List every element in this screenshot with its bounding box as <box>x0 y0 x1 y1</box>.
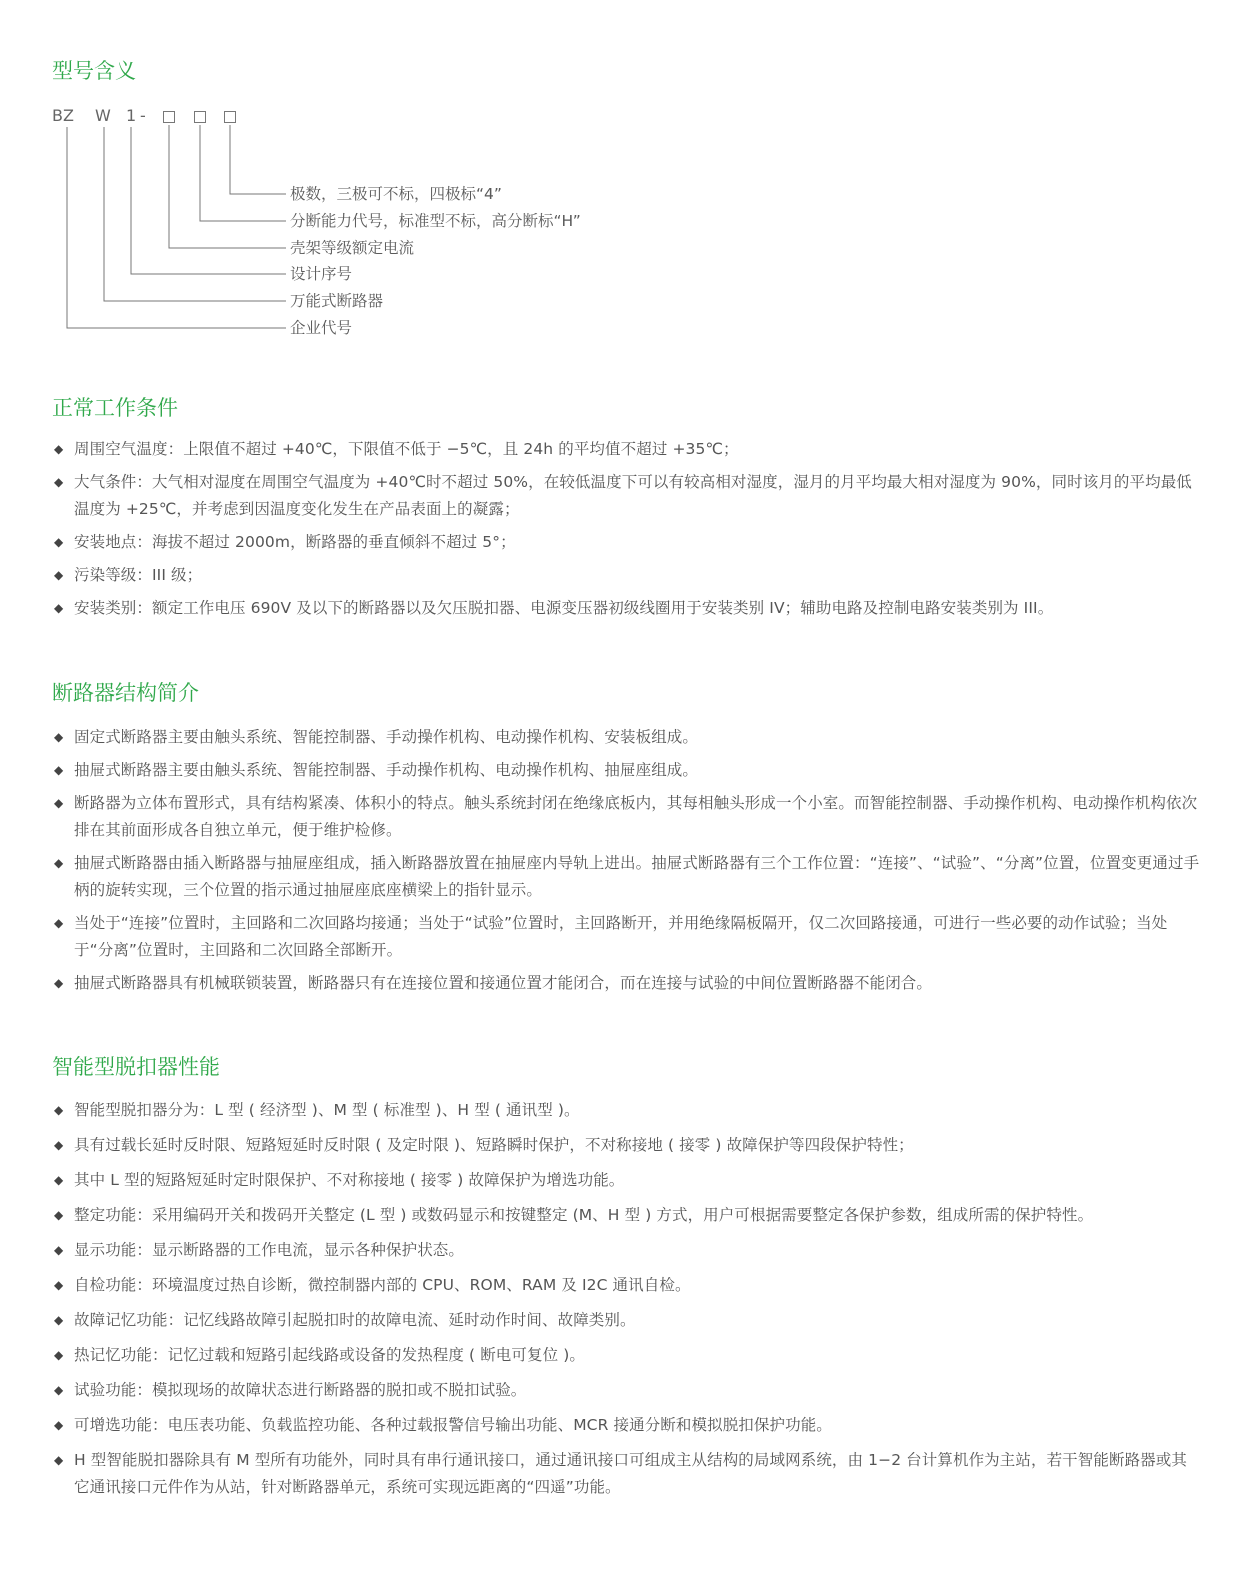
list-item: ◆ 固定式断路器主要由触头系统、智能控制器、手动操作机构、电动操作机构、安装板组成。 <box>54 728 699 746</box>
diamond-bullet-icon: ◆ <box>54 601 64 615</box>
list-item: ◆ 整定功能：采用编码开关和拨码开关整定 (L 型 ) 或数码显示和按键整定 (M、H 型 ) 方式，用户可根据需要整定各保护参数，组成所需的保护特性。 <box>54 1206 1094 1224</box>
connector-line-breaking <box>200 125 286 221</box>
diamond-bullet-icon: ◆ <box>54 763 64 777</box>
list-item: ◆ 其中 L 型的短路短延时定时限保护、不对称接地 ( 接零 ) 故障保护为增选功能。 <box>54 1171 625 1189</box>
trip-unit-list <box>52 1097 1202 1501</box>
connector-line-company <box>67 127 286 328</box>
diamond-bullet-icon: ◆ <box>54 535 64 549</box>
diamond-bullet-icon: ◆ <box>54 1243 64 1257</box>
list-item: ◆ 大气条件：大气相对湿度在周围空气温度为 +40℃时不超过 50%，在较低温度下可以有较高相对湿度，湿月的月平均最大相对湿度为 90%，同时该月的平均最低温度为 +25℃，并考虑到因温度变化发生在产品表面上的凝露； <box>54 473 1192 518</box>
list-item: ◆ 抽屉式断路器具有机械联锁装置，断路器只有在连接位置和接通位置才能闭合，而在连接与试验的中间位置断路器不能闭合。 <box>54 974 933 992</box>
list-item: ◆ 智能型脱扣器分为：L 型 ( 经济型 )、M 型 ( 标准型 )、H 型 ( 通讯型 )。 <box>54 1101 580 1119</box>
section-title-model-meaning: 型号含义 <box>52 59 136 83</box>
label-design-serial: 设计序号 <box>290 265 353 283</box>
diamond-bullet-icon: ◆ <box>54 730 64 744</box>
code-part-w: W <box>95 106 111 125</box>
list-item: ◆ H 型智能脱扣器除具有 M 型所有功能外，同时具有串行通讯接口，通过通讯接口可组成主从结构的局域网系统，由 1−2 台计算机作为主站，若干智能断路器或其它通讯接口元件作为从站，针对断路器单元，系统可实现远距离的“四遥”功能。 <box>54 1451 1187 1496</box>
connector-line-poles <box>230 125 286 194</box>
list-item: ◆ 试验功能：模拟现场的故障状态进行断路器的脱扣或不脱扣试验。 <box>54 1381 527 1399</box>
structure-list <box>52 724 1202 997</box>
code-part-1: 1 <box>126 106 137 125</box>
diamond-bullet-icon: ◆ <box>54 1313 64 1327</box>
section-title-trip-unit: 智能型脱扣器性能 <box>52 1055 220 1079</box>
list-item: ◆ 自检功能：环境温度过热自诊断，微控制器内部的 CPU、ROM、RAM 及 I2C 通讯自检。 <box>54 1276 691 1294</box>
diamond-bullet-icon: ◆ <box>54 796 64 810</box>
list-item: ◆ 安装类别：额定工作电压 690V 及以下的断路器以及欠压脱扣器、电源变压器初级线圈用于安装类别 IV；辅助电路及控制电路安装类别为 III。 <box>54 599 1054 617</box>
diamond-bullet-icon: ◆ <box>54 916 64 930</box>
list-item: ◆ 抽屉式断路器由插入断路器与抽屉座组成，插入断路器放置在抽屉座内导轨上进出。抽屉式断路器有三个工作位置：“连接”、“试验”、“分离”位置，位置变更通过手柄的旋转实现，三个位置的指示通过抽屉座底座横梁上的指针显示。 <box>54 854 1200 899</box>
diamond-bullet-icon: ◆ <box>54 1348 64 1362</box>
code-part-bz: BZ <box>52 106 74 125</box>
list-item: ◆ 具有过载长延时反时限、短路短延时反时限 ( 及定时限 )、短路瞬时保护，不对称接地 ( 接零 ) 故障保护等四段保护特性； <box>54 1136 914 1154</box>
connector-line-design <box>131 127 286 274</box>
section-title-working-conditions: 正常工作条件 <box>52 396 178 420</box>
diamond-bullet-icon: ◆ <box>54 1453 64 1467</box>
diamond-bullet-icon: ◆ <box>54 475 64 489</box>
label-poles: 极数，三极可不标，四极标“4” <box>290 185 502 203</box>
diamond-bullet-icon: ◆ <box>54 976 64 990</box>
section-title-structure: 断路器结构简介 <box>52 681 199 705</box>
diamond-bullet-icon: ◆ <box>54 442 64 456</box>
label-breaker-type: 万能式断路器 <box>290 292 384 310</box>
diamond-bullet-icon: ◆ <box>54 1138 64 1152</box>
connector-line-current <box>169 125 286 248</box>
code-part-dash: - <box>140 106 146 125</box>
label-breaking-capacity: 分断能力代号，标准型不标，高分断标“H” <box>290 212 581 230</box>
label-company-code: 企业代号 <box>290 319 353 337</box>
label-frame-current: 壳架等级额定电流 <box>290 239 415 257</box>
list-item: ◆ 可增选功能：电压表功能、负载监控功能、各种过载报警信号输出功能、MCR 接通分断和模拟脱扣保护功能。 <box>54 1416 832 1434</box>
diamond-bullet-icon: ◆ <box>54 1173 64 1187</box>
list-item: ◆ 周围空气温度：上限值不超过 +40℃，下限值不低于 −5℃，且 24h 的平均值不超过 +35℃； <box>54 440 739 458</box>
list-item: ◆ 故障记忆功能：记忆线路故障引起脱扣时的故障电流、延时动作时间、故障类别。 <box>54 1311 636 1329</box>
diamond-bullet-icon: ◆ <box>54 1418 64 1432</box>
diamond-bullet-icon: ◆ <box>54 1103 64 1117</box>
list-item: ◆ 安装地点：海拔不超过 2000m，断路器的垂直倾斜不超过 5°； <box>54 533 516 551</box>
list-item: ◆ 污染等级：III 级； <box>54 566 203 584</box>
list-item: ◆ 抽屉式断路器主要由触头系统、智能控制器、手动操作机构、电动操作机构、抽屉座组成。 <box>54 761 699 779</box>
list-item: ◆ 显示功能：显示断路器的工作电流，显示各种保护状态。 <box>54 1241 465 1259</box>
list-item: ◆ 当处于“连接”位置时，主回路和二次回路均接通；当处于“试验”位置时，主回路断开，并用绝缘隔板隔开，仅二次回路接通，可进行一些必要的动作试验；当处于“分离”位置时，主回路和二次回路全部断开。 <box>54 914 1168 959</box>
diamond-bullet-icon: ◆ <box>54 1278 64 1292</box>
diamond-bullet-icon: ◆ <box>54 1383 64 1397</box>
diamond-bullet-icon: ◆ <box>54 568 64 582</box>
list-item: ◆ 断路器为立体布置形式，具有结构紧凑、体积小的特点。触头系统封闭在绝缘底板内，其每相触头形成一个小室。而智能控制器、手动操作机构、电动操作机构依次排在其前面形成各自独立单元，便于维护检修。 <box>54 794 1198 839</box>
diamond-bullet-icon: ◆ <box>54 1208 64 1222</box>
model-code-diagram <box>0 0 700 350</box>
list-item: ◆ 热记忆功能：记忆过载和短路引起线路或设备的发热程度 ( 断电可复位 )。 <box>54 1346 585 1364</box>
diamond-bullet-icon: ◆ <box>54 856 64 870</box>
working-conditions-list <box>52 436 1202 622</box>
